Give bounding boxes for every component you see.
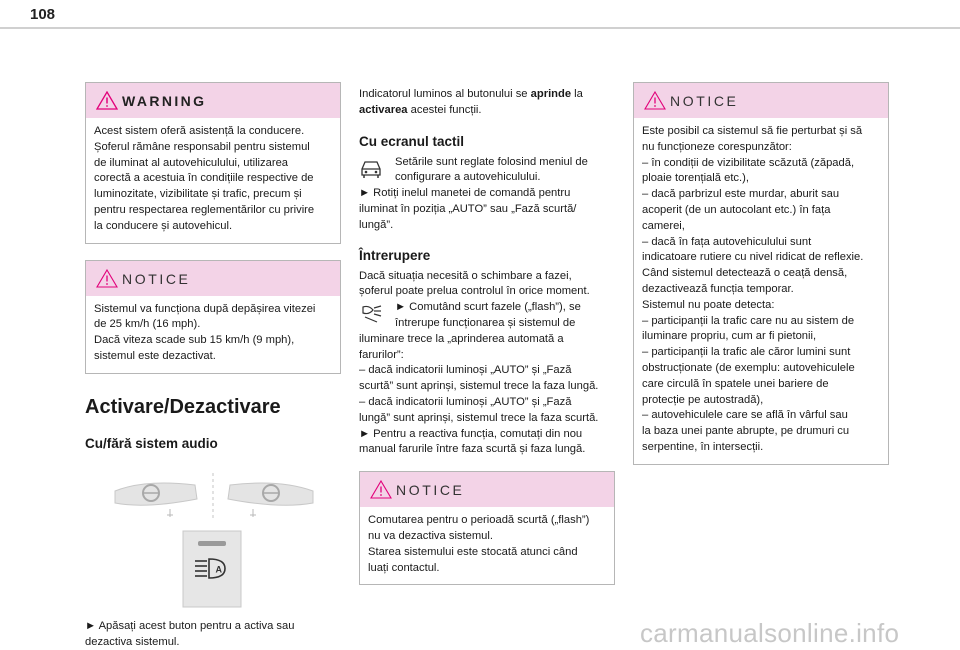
- text-line: întrerupe funcționarea și sistemul de: [395, 316, 576, 329]
- text-line: sistemul este dezactivat.: [94, 349, 216, 362]
- text-line: – dacă parbrizul este murdar, aburit sau: [642, 188, 840, 201]
- section-subtitle: Cu/fără sistem audio: [85, 435, 218, 451]
- text-line: Șoferul rămâne responsabil pentru sistemul: [94, 140, 310, 153]
- text-line: – dacă indicatorii luminoși „AUTO” și „Fază: [359, 395, 572, 408]
- text-line: la conducere și autovehicul.: [94, 219, 233, 232]
- column-middle: [359, 87, 615, 585]
- text-line: Dacă viteza scade sub 15 km/h (9 mph),: [94, 334, 295, 347]
- text-line: Sistemul va funcționa după depășirea vitezei: [94, 302, 316, 315]
- text-line: Este posibil ca sistemul să fie perturbat și să: [642, 125, 863, 137]
- text-line: – participanții la trafic ale căror lumini sunt: [642, 346, 851, 359]
- text-line: Când sistemul detectează o ceață densă,: [642, 267, 848, 280]
- text-line: acoperit (de un autocolant etc.) în fața: [642, 203, 831, 216]
- car-settings-icon: [359, 157, 383, 179]
- text-line: camerei,: [642, 219, 685, 232]
- warning-box: [85, 82, 341, 244]
- touchscreen-instructions: [359, 186, 615, 233]
- notice-text: [360, 507, 614, 584]
- text-line: obstrucționate (de exemplu: autovehiculele: [642, 361, 855, 374]
- interruption-intro: [359, 269, 615, 301]
- text-line: dezactivează funcția temporar.: [642, 282, 794, 295]
- column-right: [633, 82, 889, 465]
- text-line: serpentine, în intersecții.: [642, 440, 764, 453]
- text-line: farurilor”:: [359, 348, 404, 361]
- text-line: luminozitate, vizibilitate și trafic, precum și: [94, 188, 302, 201]
- notice-box-header: [86, 261, 340, 296]
- text-line: nu va dezactiva sistemul.: [368, 529, 493, 542]
- text-line: de iluminat al autovehiculului, utilizarea: [94, 156, 289, 169]
- text-line: configurare a autovehiculului.: [395, 171, 541, 184]
- text-line: Dacă situația necesită o schimbare a fazei,: [359, 269, 572, 282]
- text-line: ► Rotiți inelul manetei de comandă pentru: [359, 187, 571, 200]
- text-line: – dacă indicatorii luminoși „AUTO” și „Fază: [359, 364, 572, 377]
- notice-box-header: [634, 83, 888, 118]
- button-illustration: [85, 451, 341, 611]
- warning-triangle-icon: [96, 91, 118, 110]
- notice-box: [633, 82, 889, 465]
- notice-triangle-icon: [644, 91, 666, 110]
- text-line: de 25 km/h (16 mph).: [94, 318, 201, 331]
- notice-title: NOTICE: [122, 270, 191, 287]
- warning-title: WARNING: [122, 93, 207, 109]
- notice-triangle-icon: [370, 480, 392, 499]
- column-left: [85, 82, 341, 650]
- text-line: ► Apăsați acest buton pentru a activa sau: [85, 619, 295, 632]
- text-line: luați contactul.: [368, 561, 440, 574]
- flash-instruction-row: [359, 300, 615, 332]
- text-line: nu funcționeze corespunzător:: [642, 140, 792, 153]
- warning-box-header: [86, 83, 340, 118]
- text-line: iluminare propriu, cum ar fi pietonii,: [642, 330, 817, 343]
- text-line: Acest sistem oferă asistență la conducere.: [94, 125, 305, 137]
- text-line: indicatoare rutiere cu nivel ridicat de reflexie.: [642, 251, 864, 264]
- text-line: Comutarea pentru o perioadă scurtă („flash”): [368, 514, 590, 527]
- text-line: lungă” sunt aprinși, sistemul trece la faza scurtă.: [359, 411, 599, 424]
- headlamp-flash-icon: [359, 302, 383, 324]
- text-line: dezactiva sistemul.: [85, 635, 180, 648]
- text-line: pentru respectarea reglementărilor cu privire: [94, 203, 315, 216]
- notice-text: [86, 296, 340, 373]
- activation-instruction: [85, 619, 341, 650]
- notice-box-header: [360, 472, 614, 507]
- text-line: care circulă în spatele unei bariere de: [642, 377, 829, 390]
- text-line: la baza unei pante abrupte, pe drumuri cu: [642, 425, 850, 438]
- text-line: – participanții la trafic care nu au sistem de: [642, 314, 855, 327]
- text-line: manual farurile între faza scurtă și faza lungă.: [359, 443, 586, 456]
- text-line: iluminat în poziția „AUTO” sau „Fază scurtă/: [359, 202, 577, 215]
- text-line: Starea sistemului este stocată atunci când: [368, 545, 578, 558]
- text-line: – în condiții de vizibilitate scăzută (zăpadă,: [642, 156, 855, 169]
- text-line: – dacă în fața autovehiculului sunt: [642, 235, 812, 248]
- text-line: ploaie torențială etc.),: [642, 172, 749, 185]
- notice-box: [359, 471, 615, 585]
- text-line: lungă”.: [359, 218, 394, 231]
- watermark: carmanualsonline.info: [640, 618, 900, 648]
- text-line: iluminare trece la „aprinderea automată a: [359, 332, 564, 345]
- notice-title: NOTICE: [396, 482, 465, 499]
- text-line: ► Pentru a reactiva funcția, comutați din nou: [359, 427, 583, 440]
- warning-text: [86, 118, 340, 243]
- text-line: Sistemul nu poate detecta:: [642, 298, 775, 311]
- text-line: activarea acestei funcții.: [359, 103, 482, 116]
- svg-text:A: A: [215, 564, 222, 575]
- text-line: Setările sunt reglate folosind meniul de: [395, 155, 588, 168]
- headlamp-stalk-illustration: [85, 451, 341, 611]
- interruption-heading: Întrerupere: [359, 247, 431, 263]
- notice-text: [634, 118, 888, 464]
- interruption-details: [359, 332, 615, 458]
- notice-triangle-icon: [96, 269, 118, 288]
- notice-box: [85, 260, 341, 374]
- text-line: șoferul poate prelua controlul în orice moment.: [359, 285, 590, 298]
- text-line: corectă a acestuia în condițiile respective de: [94, 172, 314, 185]
- section-title: Activare/Dezactivare: [85, 395, 281, 418]
- page-number: 108: [30, 6, 56, 23]
- notice-title: NOTICE: [670, 93, 739, 109]
- top-divider: [0, 27, 960, 29]
- text-line: – autovehiculele care se află în vârful sau: [642, 409, 848, 422]
- touchscreen-heading: Cu ecranul tactil: [359, 133, 465, 149]
- text-line: Indicatorul luminos al butonului se aprinde la: [359, 88, 583, 100]
- text-line: scurtă” sunt aprinși, sistemul trece la faza lungă.: [359, 380, 599, 393]
- indicator-intro: [359, 87, 615, 119]
- text-line: protecție pe autostradă),: [642, 393, 764, 406]
- touchscreen-settings-row: [359, 155, 615, 187]
- text-line: ► Comutând scurt fazele („flash”), se: [395, 301, 581, 314]
